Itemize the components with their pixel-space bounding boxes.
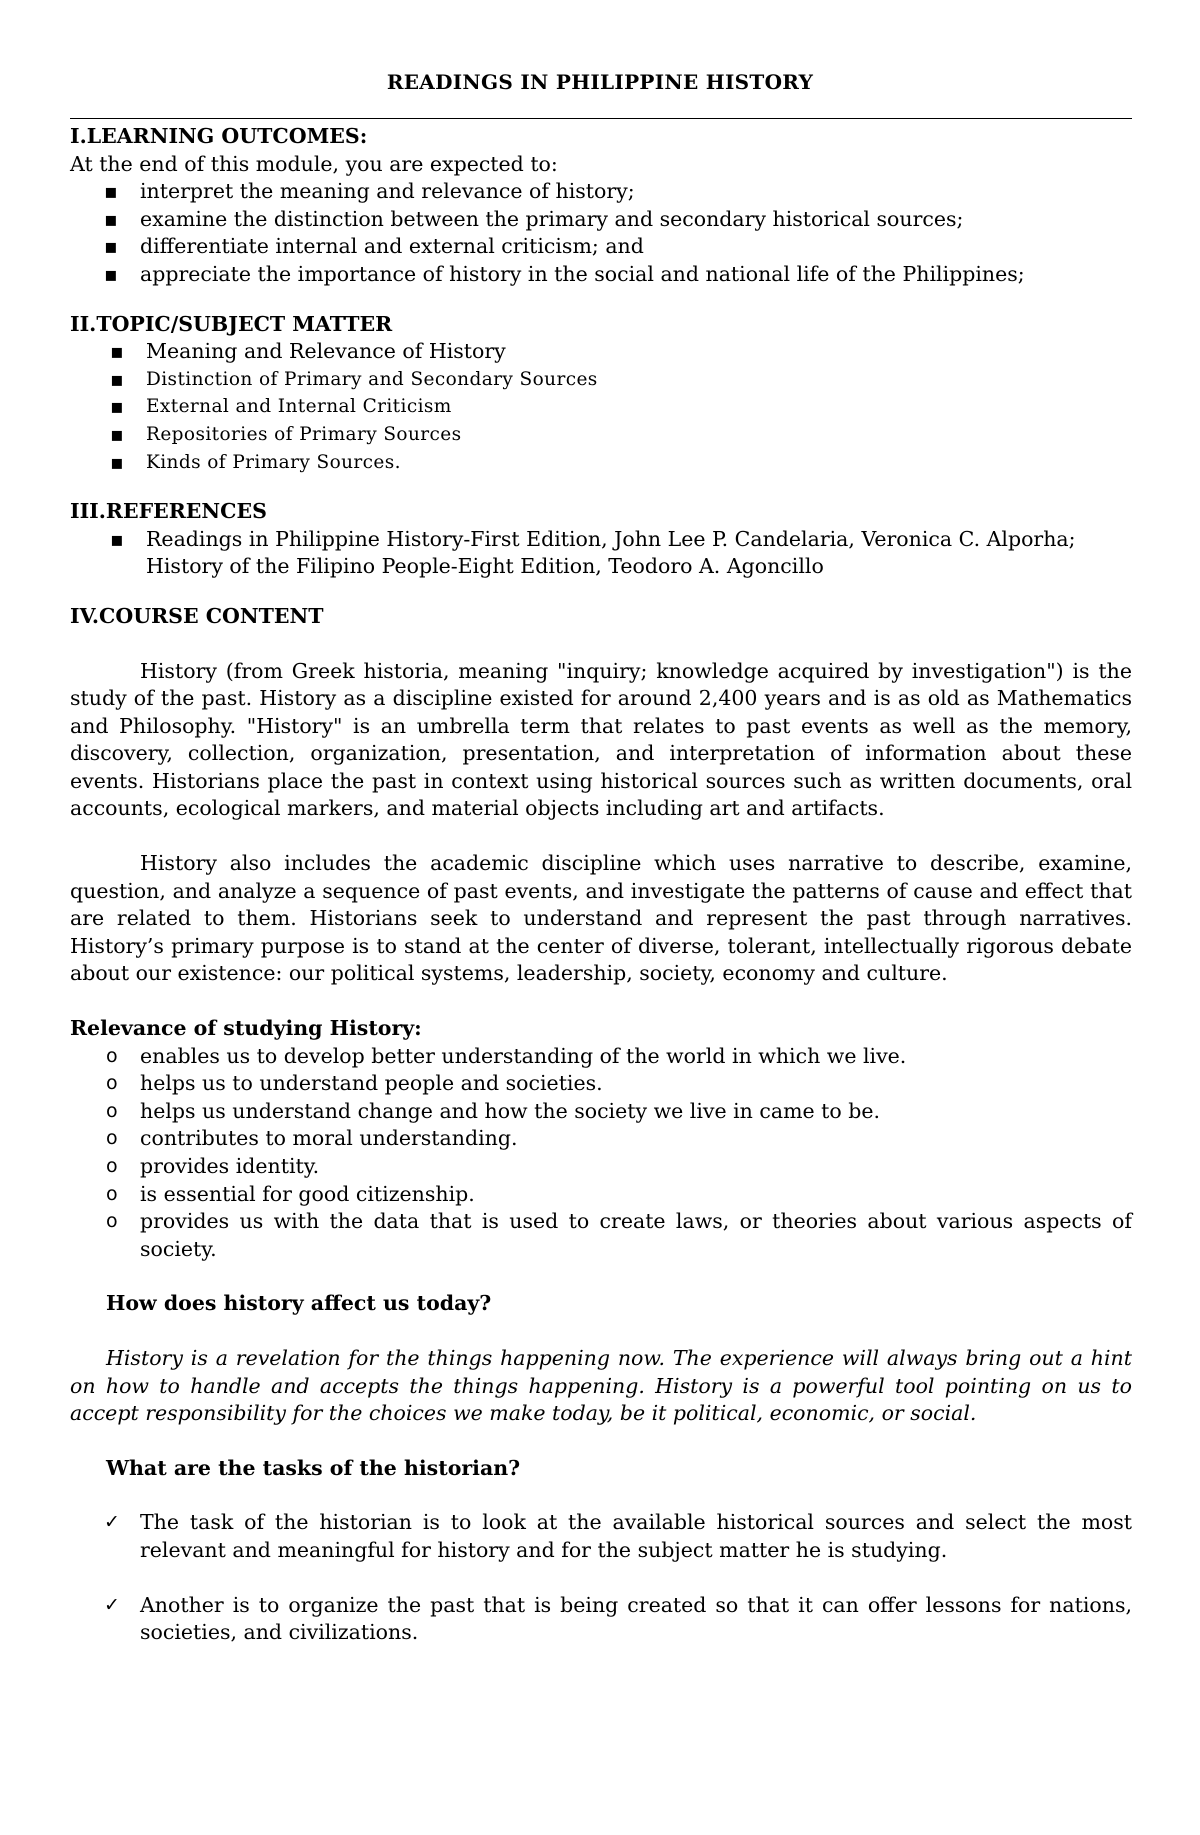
list-item: o enables us to develop better understanding of the world in which we live.	[70, 1043, 1132, 1071]
list-item: o contributes to moral understanding.	[70, 1125, 1132, 1153]
list-item: ✓ The task of the historian is to look at the available historical sources and select the most relevant and meaningful for history and for the subject matter he is studying.	[70, 1509, 1132, 1564]
relevance-list	[70, 1043, 1132, 1264]
list-item: ✓ Another is to organize the past that is being created so that it can offer lessons for nations, societies, and civilizations.	[70, 1592, 1132, 1647]
tasks-list	[70, 1509, 1132, 1564]
affect-heading: How does history affect us today?	[106, 1291, 492, 1316]
relevance-section	[70, 1015, 1132, 1263]
tasks-list-2	[70, 1592, 1132, 1647]
references-section	[70, 498, 1132, 581]
affect-section	[70, 1290, 1132, 1427]
course-content-paragraph-1: History (from Greek historia, meaning "inquiry; knowledge acquired by investigation") is the study of the past. History as a discipline existed for around 2,400 years and is as old as Mathematics and Philosophy. "History" is an umbrella term that relates to past events as well as the memory, discovery, collection, organization, presentation, and interpretation of information about these events. Historians place the past in context using historical sources such as written documents, oral accounts, ecological markers, and material objects including art and artifacts.	[70, 658, 1132, 821]
list-item: o helps us understand change and how the society we live in came to be.	[70, 1098, 1132, 1126]
list-item: ▪ differentiate internal and external criticism; and	[70, 233, 1132, 261]
learning-outcomes-list	[70, 178, 1132, 288]
references-heading: III.REFERENCES	[70, 499, 267, 524]
list-item: ▪ Repositories of Primary Sources	[70, 421, 1132, 449]
relevance-heading: Relevance of studying History:	[70, 1016, 422, 1041]
tasks-section	[70, 1455, 1132, 1647]
course-content-paragraph-2: History also includes the academic discipline which uses narrative to describe, examine, question, and analyze a sequence of past events, and investigate the patterns of cause and effect that are related to them. Historians seek to understand and represent the past through narratives. History’s primary purpose is to stand at the center of diverse, tolerant, intellectually rigorous debate about our existence: our political systems, leadership, society, economy and culture.	[70, 851, 1132, 986]
list-item: ▪ appreciate the importance of history in the social and national life of the Philippines;	[70, 261, 1132, 289]
list-item: ▪ Meaning and Relevance of History	[70, 338, 1132, 366]
reference-item: ▪ Readings in Philippine History-First Edition, John Lee P. Candelaria, Veronica C. Alporha; History of the Filipino People-Eight Edition, Teodoro A. Agoncillo	[70, 526, 1132, 581]
topic-list-small	[70, 366, 1132, 476]
title-divider	[70, 118, 1132, 119]
list-item: ▪ interpret the meaning and relevance of history;	[70, 178, 1132, 206]
learning-outcomes-intro: At the end of this module, you are expected to:	[70, 151, 558, 176]
list-item: ▪ Distinction of Primary and Secondary Sources	[70, 366, 1132, 394]
list-item: ▪ examine the distinction between the primary and secondary historical sources;	[70, 206, 1132, 234]
list-item: o provides us with the data that is used to create laws, or theories about various aspects of society.	[70, 1208, 1132, 1263]
list-item: o provides identity.	[70, 1153, 1132, 1181]
tasks-heading: What are the tasks of the historian?	[106, 1455, 521, 1480]
list-item: ▪ External and Internal Criticism	[70, 393, 1132, 421]
list-item: ▪ Kinds of Primary Sources.	[70, 449, 1132, 477]
references-list	[70, 526, 1132, 581]
topic-heading: II.TOPIC/SUBJECT MATTER	[70, 311, 393, 336]
learning-outcomes-section	[70, 123, 1132, 289]
list-item: o is essential for good citizenship.	[70, 1181, 1132, 1209]
list-item: o helps us to understand people and societies.	[70, 1070, 1132, 1098]
topic-list	[70, 338, 1132, 366]
affect-paragraph: History is a revelation for the things happening now. The experience will always bring out a hint on how to handle and accepts the things happening. History is a powerful tool pointing on us to accept responsibility for the choices we make today, be it political, economic, or social.	[70, 1345, 1132, 1426]
learning-outcomes-heading: I.LEARNING OUTCOMES:	[70, 124, 368, 148]
document-title: READINGS IN PHILIPPINE HISTORY	[386, 70, 814, 94]
document-body	[70, 123, 1132, 1647]
course-content-heading: IV.COURSE CONTENT	[70, 603, 324, 628]
topic-section	[70, 311, 1132, 477]
course-content-section	[70, 603, 1132, 988]
